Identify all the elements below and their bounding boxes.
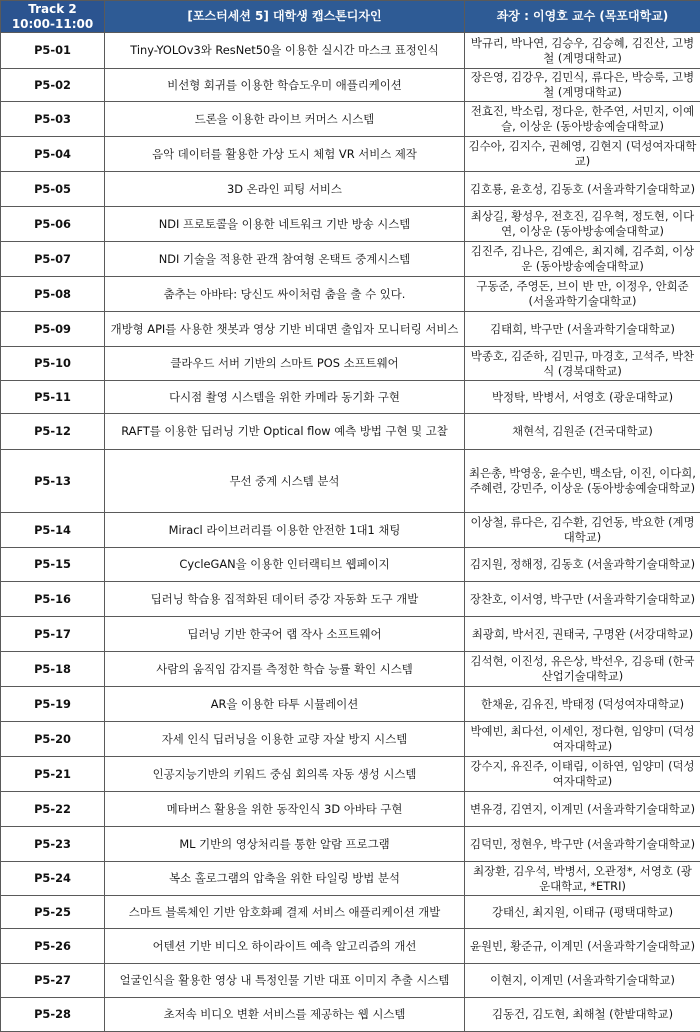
authors-affiliation: 최은총, 박영웅, 윤수빈, 백소담, 이진, 이다희, 주혜련, 강민주, 이상운 (동아방송예술대학교) [465,450,700,513]
presentation-code: P5-10 [1,347,105,381]
authors-affiliation: 김태희, 박구만 (서울과학기술대학교) [465,312,700,347]
authors-affiliation: 최광희, 박서진, 권태국, 구명완 (서강대학교) [465,617,700,652]
paper-title: CycleGAN을 이용한 인터랙티브 웹페이지 [105,548,465,582]
table-row [1,964,700,998]
paper-title: 음악 데이터를 활용한 가상 도시 체험 VR 서비스 제작 [105,137,465,172]
authors-affiliation: 변유경, 김연지, 이계민 (서울과학기술대학교) [465,792,700,827]
authors-affiliation: 최장환, 김우석, 박병서, 오관정*, 서영호 (광운대학교, *ETRI) [465,862,700,896]
table-row [1,548,700,582]
table-row [1,33,700,69]
authors-affiliation: 김지원, 정해정, 김동호 (서울과학기술대학교) [465,548,700,582]
authors-affiliation: 구동준, 주영돈, 브이 반 만, 이정우, 안희준 (서울과학기술대학교) [465,277,700,312]
presentation-code: P5-14 [1,513,105,548]
paper-title: 개방형 API를 사용한 챗봇과 영상 기반 비대면 출입자 모니터링 서비스 [105,312,465,347]
table-row [1,757,700,792]
authors-affiliation: 김호룡, 윤호성, 김동호 (서울과학기술대학교) [465,172,700,207]
paper-title: 무선 중계 시스템 분석 [105,450,465,513]
presentation-code: P5-17 [1,617,105,652]
table-row [1,862,700,896]
presentation-code: P5-08 [1,277,105,312]
table-row [1,312,700,347]
authors-affiliation: 박규리, 박나연, 김승우, 김승혜, 김진산, 고병철 (계명대학교) [465,33,700,69]
table-row [1,792,700,827]
presentation-code: P5-18 [1,652,105,687]
table-row [1,617,700,652]
paper-title: 클라우드 서버 기반의 스마트 POS 소프트웨어 [105,347,465,381]
presentation-code: P5-07 [1,242,105,277]
paper-title: 자세 인식 딥러닝을 이용한 교량 자살 방지 시스템 [105,722,465,757]
paper-title: AR을 이용한 타투 시뮬레이션 [105,687,465,722]
presentation-code: P5-16 [1,582,105,617]
authors-affiliation: 이상철, 류다은, 김수환, 김언동, 박요한 (계명대학교) [465,513,700,548]
authors-affiliation: 최상길, 황성우, 전호진, 김우혁, 정도현, 이다연, 이상운 (동아방송예술대학교) [465,207,700,242]
table-row [1,347,700,381]
table-row [1,896,700,929]
paper-title: 다시점 촬영 시스템을 위한 카메라 동기화 구현 [105,381,465,414]
table-row [1,722,700,757]
authors-affiliation: 이현지, 이계민 (서울과학기술대학교) [465,964,700,998]
track-label: Track 2 [4,2,101,17]
presentation-code: P5-21 [1,757,105,792]
table-row [1,277,700,312]
paper-title: 메타버스 활용을 위한 동작인식 3D 아바타 구현 [105,792,465,827]
table-row [1,242,700,277]
paper-title: 어텐션 기반 비디오 하이라이트 예측 알고리즘의 개선 [105,929,465,964]
authors-affiliation: 김동건, 김도현, 최해철 (한밭대학교) [465,998,700,1032]
presentation-code: P5-04 [1,137,105,172]
presentation-code: P5-22 [1,792,105,827]
authors-affiliation: 박정탁, 박병서, 서영호 (광운대학교) [465,381,700,414]
paper-title: Tiny-YOLOv3와 ResNet50을 이용한 실시간 마스크 표정인식 [105,33,465,69]
presentation-code: P5-01 [1,33,105,69]
paper-title: 초저속 비디오 변환 서비스를 제공하는 웹 시스템 [105,998,465,1032]
authors-affiliation: 전효진, 박소림, 정다운, 한주연, 서민지, 이예슬, 이상운 (동아방송예술대학교) [465,102,700,137]
presentation-code: P5-09 [1,312,105,347]
table-row [1,513,700,548]
table-row [1,137,700,172]
presentation-code: P5-20 [1,722,105,757]
authors-affiliation: 강수지, 유진주, 이태림, 이하연, 임양미 (덕성여자대학교) [465,757,700,792]
presentation-code: P5-02 [1,69,105,102]
table-row [1,414,700,450]
presentation-code: P5-13 [1,450,105,513]
authors-affiliation: 강태신, 최지원, 이태규 (평택대학교) [465,896,700,929]
table-row [1,652,700,687]
presentation-code: P5-25 [1,896,105,929]
presentation-code: P5-03 [1,102,105,137]
table-row [1,582,700,617]
time-label: 10:00-11:00 [4,17,101,32]
table-row [1,69,700,102]
paper-title: 비선형 회귀를 이용한 학습도우미 애플리케이션 [105,69,465,102]
paper-title: NDI 프로토콜을 이용한 네트워크 기반 방송 시스템 [105,207,465,242]
table-header-row [1,1,700,33]
presentation-code: P5-19 [1,687,105,722]
authors-affiliation: 김수아, 김지수, 권혜영, 김현지 (덕성여자대학교) [465,137,700,172]
table-row [1,929,700,964]
authors-affiliation: 박예빈, 최다선, 이세인, 정다현, 임양미 (덕성여자대학교) [465,722,700,757]
presentation-code: P5-24 [1,862,105,896]
table-row [1,450,700,513]
paper-title: 딥러닝 학습용 집적화된 데이터 증강 자동화 도구 개발 [105,582,465,617]
paper-title: 인공지능기반의 키워드 중심 회의록 자동 생성 시스템 [105,757,465,792]
paper-title: 드론을 이용한 라이브 커머스 시스템 [105,102,465,137]
authors-affiliation: 김진주, 김나은, 김예은, 최지혜, 김주희, 이상운 (동아방송예술대학교) [465,242,700,277]
paper-title: 사람의 움직임 감지를 측정한 학습 능률 확인 시스템 [105,652,465,687]
paper-title: ML 기반의 영상처리를 통한 알람 프로그램 [105,827,465,862]
authors-affiliation: 한채윤, 김유진, 박태정 (덕성여자대학교) [465,687,700,722]
authors-affiliation: 김석현, 이진성, 유은상, 박선우, 김응태 (한국산업기술대학교) [465,652,700,687]
authors-affiliation: 김덕민, 정현우, 박구만 (서울과학기술대학교) [465,827,700,862]
session-title-header: [포스터세션 5] 대학생 캡스톤디자인 [105,1,465,33]
chair-header: 좌장 : 이영호 교수 (목포대학교) [465,1,700,33]
presentation-code: P5-05 [1,172,105,207]
table-row [1,998,700,1032]
authors-affiliation: 윤원빈, 황준규, 이계민 (서울과학기술대학교) [465,929,700,964]
paper-title: 스마트 블록체인 기반 암호화폐 결제 서비스 애플리케이션 개발 [105,896,465,929]
table-row [1,172,700,207]
paper-title: Miracl 라이브러리를 이용한 안전한 1대1 채팅 [105,513,465,548]
paper-title: 딥러닝 기반 한국어 랩 작사 소프트웨어 [105,617,465,652]
presentation-code: P5-15 [1,548,105,582]
presentation-code: P5-11 [1,381,105,414]
presentation-code: P5-27 [1,964,105,998]
paper-title: 춤추는 아바타: 당신도 싸이처럼 춤을 출 수 있다. [105,277,465,312]
presentation-code: P5-28 [1,998,105,1032]
track-time-header [1,1,105,33]
authors-affiliation: 장은영, 김강우, 김민식, 류다은, 박승룩, 고병철 (계명대학교) [465,69,700,102]
authors-affiliation: 채현석, 김원준 (건국대학교) [465,414,700,450]
paper-title: 얼굴인식을 활용한 영상 내 특정인물 기반 대표 이미지 추출 시스템 [105,964,465,998]
paper-title: 복소 홀로그램의 압축을 위한 타일링 방법 분석 [105,862,465,896]
table-row [1,102,700,137]
table-row [1,381,700,414]
paper-title: NDI 기술을 적용한 관객 참여형 온택트 중계시스템 [105,242,465,277]
presentation-code: P5-06 [1,207,105,242]
presentation-code: P5-23 [1,827,105,862]
table-row [1,207,700,242]
authors-affiliation: 장찬호, 이서영, 박구만 (서울과학기술대학교) [465,582,700,617]
paper-title: 3D 온라인 피팅 서비스 [105,172,465,207]
presentation-code: P5-12 [1,414,105,450]
paper-title: RAFT를 이용한 딥러닝 기반 Optical flow 예측 방법 구현 및 고찰 [105,414,465,450]
authors-affiliation: 박종호, 김준하, 김민규, 마경호, 고석주, 박찬식 (경북대학교) [465,347,700,381]
presentation-code: P5-26 [1,929,105,964]
table-row [1,687,700,722]
table-row [1,827,700,862]
